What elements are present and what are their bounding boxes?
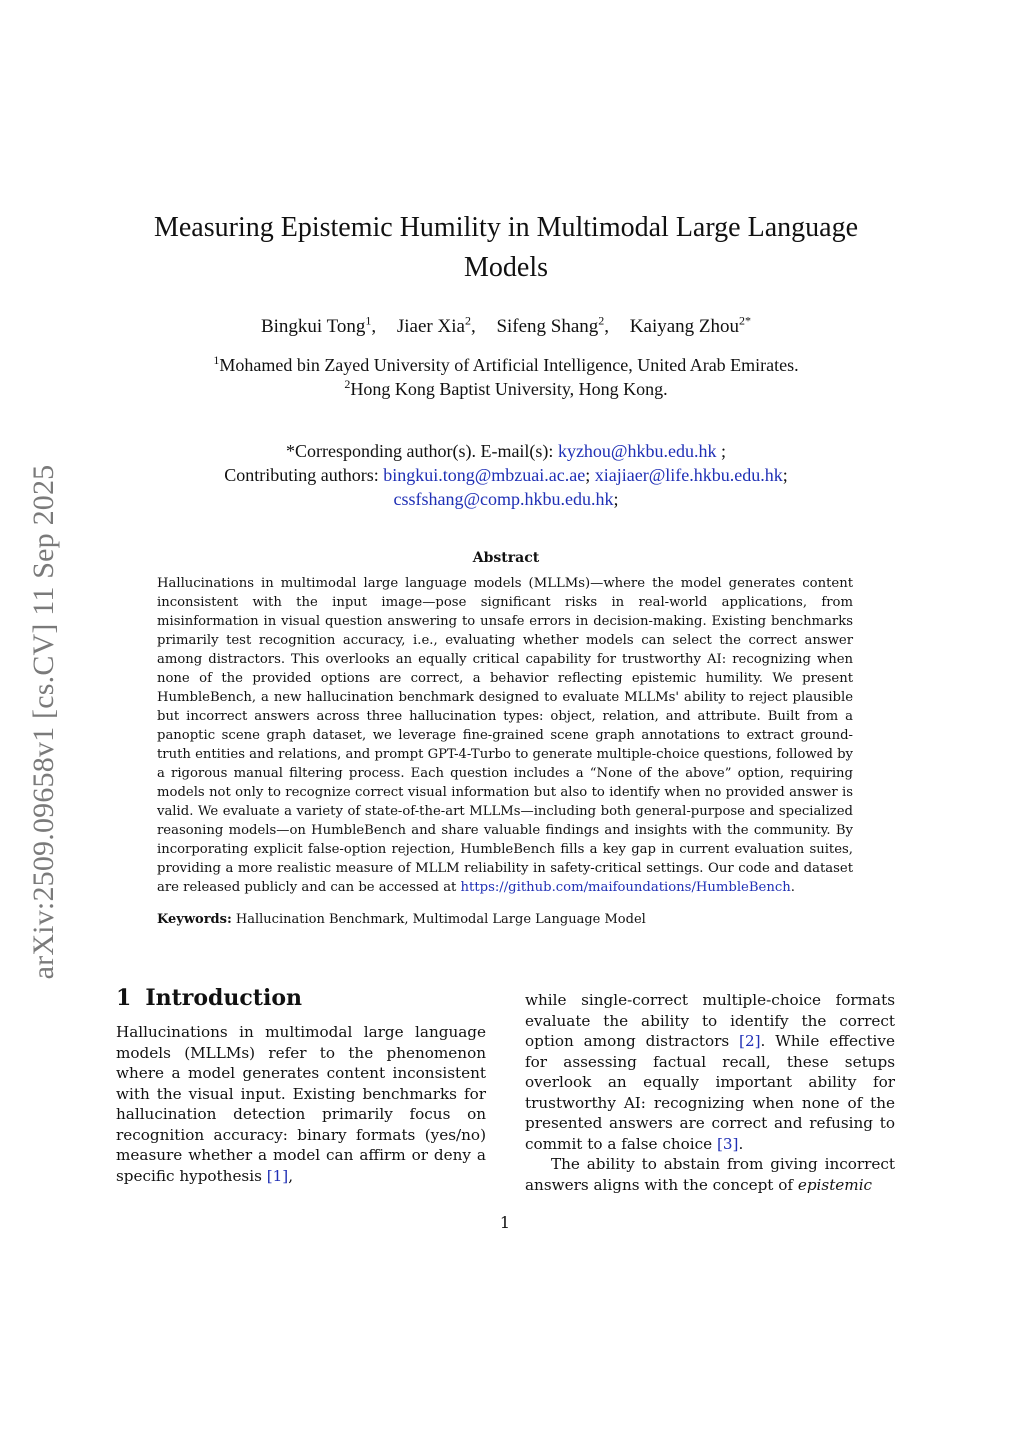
keywords bbox=[157, 912, 853, 927]
keywords-label: Keywords: bbox=[157, 912, 232, 927]
citation-link[interactable]: [3] bbox=[716, 1134, 739, 1153]
affiliation-mark: 2 bbox=[344, 377, 351, 391]
section-heading bbox=[116, 985, 302, 1011]
paragraph-end: . bbox=[738, 1134, 744, 1153]
paragraph bbox=[525, 990, 895, 1154]
contributing-email-link[interactable]: bingkui.tong@mbzuai.ac.ae bbox=[383, 465, 586, 485]
intro-right-column bbox=[525, 990, 895, 1195]
author-affiliation-mark: 2 bbox=[464, 314, 471, 328]
emphasis-text: epistemic bbox=[797, 1175, 873, 1194]
contributing-email-link[interactable]: xiajiaer@life.hkbu.edu.hk bbox=[594, 465, 783, 485]
separator: ; bbox=[782, 465, 788, 485]
paragraph bbox=[525, 1154, 895, 1195]
title-line-2: Models bbox=[464, 252, 548, 283]
page-number: 1 bbox=[499, 1213, 511, 1232]
author-name: Kaiyang Zhou bbox=[629, 316, 740, 338]
section-number: 1 bbox=[116, 985, 132, 1011]
author: Bingkui Tong$^1$, bbox=[260, 314, 377, 338]
corresponding-email-link[interactable]: kyzhou@hkbu.edu.hk bbox=[557, 441, 717, 461]
keywords-text: Hallucination Benchmark, Multimodal Large Language Model bbox=[231, 912, 646, 927]
code-repository-link[interactable]: https://github.com/maifoundations/HumbleBench bbox=[460, 880, 791, 895]
contributing-email-link[interactable]: cssfshang@comp.hkbu.edu.hk bbox=[393, 489, 614, 509]
citation-link[interactable]: [2] bbox=[739, 1032, 761, 1050]
author bbox=[630, 316, 751, 337]
abstract-end: . bbox=[790, 880, 795, 895]
author-affiliation-mark: 2 bbox=[598, 314, 605, 328]
author: Jiaer Xia$^2$, bbox=[396, 314, 476, 338]
paragraph-text: . While effective for assessing factual recall, these setups overlook an equally important ability for trustworthy AI: recognizing when none of the presented answers are correct and refusing to commit to a false choice bbox=[525, 1032, 895, 1153]
affiliation bbox=[120, 353, 892, 376]
separator: ; bbox=[716, 441, 727, 461]
author-affiliation-mark: 2* bbox=[739, 314, 752, 328]
title-line-1: Measuring Epistemic Humility in Multimodal Large Language bbox=[153, 212, 858, 243]
arxiv-sidebar-stamp: arXiv:2509.09658v1 [cs.CV] 11 Sep 2025 bbox=[27, 464, 60, 980]
separator: ; bbox=[613, 489, 619, 509]
author-name: Sifeng Shang bbox=[496, 316, 599, 338]
contributing-authors-cont bbox=[120, 489, 892, 510]
author-name: Bingkui Tong bbox=[260, 316, 366, 338]
corresponding-author bbox=[120, 441, 892, 462]
paragraph-text: The ability to abstain from giving incorrect answers aligns with the concept of bbox=[525, 1155, 895, 1194]
abstract-body bbox=[157, 574, 853, 897]
intro-left-column bbox=[116, 1022, 486, 1186]
abstract-heading: Abstract bbox=[472, 550, 540, 566]
paragraph-end: , bbox=[288, 1166, 294, 1185]
contributing-authors bbox=[120, 465, 892, 486]
paragraph-text: while single-correct multiple-choice formats evaluate the ability to identify the correct option among distractors bbox=[525, 991, 895, 1050]
affiliation-mark: 1 bbox=[213, 353, 220, 367]
section-title: Introduction bbox=[145, 985, 302, 1011]
author-list bbox=[120, 314, 892, 338]
author-name: Jiaer Xia bbox=[396, 316, 465, 338]
paragraph-text: Hallucinations in multimodal large language models (MLLMs) refer to the phenomenon where a model generates content inconsistent with the visual input. Existing benchmarks for hallucination detection primarily focus on recognition accuracy: binary formats (yes/no) measure whether a model can affirm or deny a specific hypothesis bbox=[116, 1023, 486, 1185]
author: Sifeng Shang$^2$, bbox=[496, 314, 610, 338]
contributing-label: Contributing authors: bbox=[224, 465, 384, 485]
affiliation-text: Hong Kong Baptist University, Hong Kong. bbox=[350, 379, 668, 399]
corresponding-label: *Corresponding author(s). E-mail(s): bbox=[285, 441, 558, 461]
abstract-text: Hallucinations in multimodal large language models (MLLMs)—where the model generates content inconsistent with the input image—pose significant risks in real-world applications, from misinformation in visual question answering to unsafe errors in decision-making. Existing benchmarks primarily test recognition accuracy, i.e., evaluating whether models can select the correct answer among distractors. This overlooks an equally critical capability for trustworthy AI: recognizing when none of the provided options are correct, a behavior reflecting epistemic humility. We present HumbleBench, a new hallucination benchmark designed to evaluate MLLMs' ability to reject plausible but incorrect answers across three hallucination types: object, relation, and attribute. Built from a panoptic scene graph dataset, we leverage fine-grained scene graph annotations to extract ground-truth entities and relations, and prompt GPT-4-Turbo to generate multiple-choice questions, followed by a rigorous manual filtering process. Each question includes a “None of the above” option, requiring models not only to recognize correct visual information but also to identify when no provided answer is valid. We evaluate a variety of state-of-the-art MLLMs—including both general-purpose and specialized reasoning models—on HumbleBench and share valuable findings and insights with the community. By incorporating explicit false-option rejection, HumbleBench fills a key gap in current evaluation suites, providing a more realistic measure of MLLM reliability in safety-critical settings. Our code and dataset are released publicly and can be accessed at bbox=[157, 576, 853, 895]
affiliation bbox=[120, 377, 892, 400]
author-affiliation-mark: 1 bbox=[365, 314, 372, 328]
paper-title bbox=[120, 208, 892, 288]
paragraph bbox=[116, 1022, 486, 1186]
affiliation-text: Mohamed bin Zayed University of Artificial Intelligence, United Arab Emirates. bbox=[219, 355, 799, 375]
separator: ; bbox=[585, 465, 595, 485]
citation-link[interactable]: [1] bbox=[266, 1166, 289, 1185]
